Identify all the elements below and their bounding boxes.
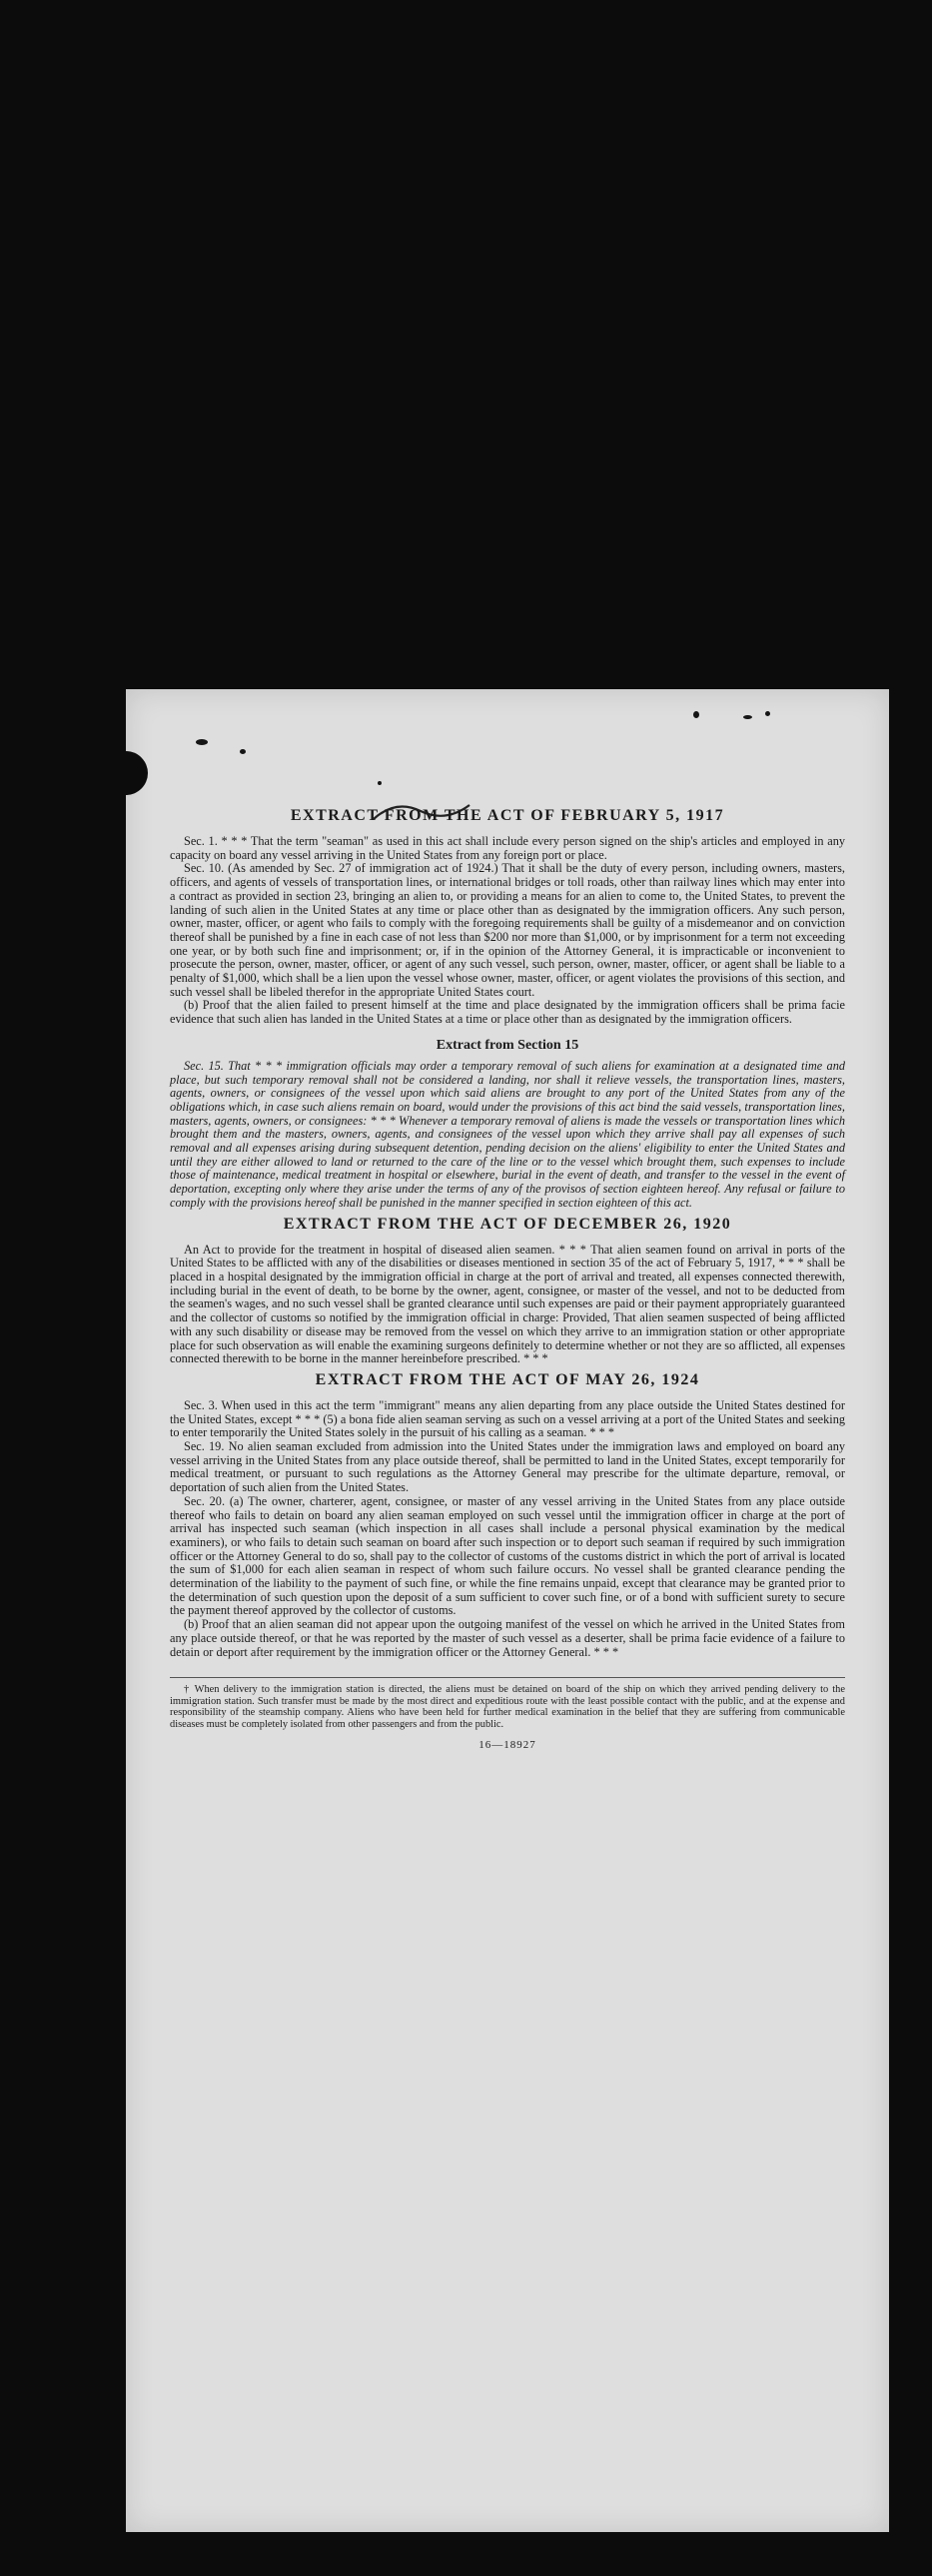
paragraph: (b) Proof that an alien seaman did not appear upon the outgoing manifest of the vessel on which he arrived in the United States from any place outside thereof, or that he was reported by the master of such vessel as a deserter, shall be prima facie evidence of a failure to detain or deport after requirement by the immigration officer or the Attorney General. * * * bbox=[170, 1617, 845, 1659]
footnote: † When delivery to the immigration station is directed, the aliens must be detained on board of the ship on which they arrived pending delivery to the immigration station. Such transfer must be made by the most direct and expeditious route with the least possible contact with the public, and at the expense and responsibility of the steamship company. Aliens who have been held for further medical examination in the belief that they are suffering from communicable diseases must be completely isolated from other passengers and from the public. bbox=[170, 1684, 845, 1731]
page-number: 16—18927 bbox=[478, 1738, 536, 1751]
paragraph: Sec. 15. That * * * immigration officials may order a temporary removal of such aliens for examination at a designated time and place, but such temporary removal shall not be considered a landing, nor shall it relieve vessels, the transportation lines, masters, agents, owners, or consignees of the vessel upon which said aliens are brought to any port of the United States from any of the obligations which, in case such aliens remain on board, would under the provisions of this act bind the said vessels, transportation lines, masters, agents, owners, or consignees: * * * Whenever a temporary removal of aliens is made the vessels or transportation lines which brought them and the masters, owners, agents, and consignees of the vessel upon which they arrive shall pay all expenses of such removal and all expenses arising during subsequent detention, pending decision on the aliens' eligibility to enter the United States and until they are either allowed to land or returned to the care of the line or to the vessel which brought them, such expenses to include those of maintenance, medical treatment in hospital or elsewhere, burial in the event of death, and transfer to the vessel in the event of deportation, excepting only where they arise under the terms of any of the provisos of section eighteen hereof. Any refusal or failure to comply with the provisions hereof shall be punished in the manner specified in section eighteen of this act. bbox=[170, 1058, 845, 1210]
scan-speck bbox=[743, 715, 752, 719]
paragraph: Sec. 3. When used in this act the term "immigrant" means any alien departing from any place outside the United States destined for the United States, except * * * (5) a bona fide alien seaman serving as such on a vessel arriving at a port of the United States and seeking to enter temporarily the United States solely in the pursuit of his calling as a seaman. * * * bbox=[170, 1397, 845, 1440]
section-heading: Extract from Section 15 bbox=[436, 1037, 579, 1053]
scan-speck bbox=[765, 711, 770, 716]
paragraph: (b) Proof that the alien failed to present himself at the time and place designated by the immigration officers shall be prima facie evidence that such alien has landed in the United States at a time or place other than as designated by the immigration officers. bbox=[170, 998, 845, 1027]
section-heading: EXTRACT FROM THE ACT OF MAY 26, 1924 bbox=[315, 1370, 700, 1388]
paragraph: Sec. 10. (As amended by Sec. 27 of immigration act of 1924.) That it shall be the duty of every person, including owners, masters, officers, and agents of vessels of transportation lines, or international bridges or toll roads, other than railway lines which may enter into a contract as provided in section 23, bringing an alien to, or providing a means for an alien to come to, the United States, to prevent the landing of such alien in the United States at any time or place other than as designated by the immigration officers. Any such person, owner, master, officer, or agent who fails to comply with the foregoing requirements shall be guilty of a misdemeanor and on conviction thereof shall be punished by a fine in each case of not less than $200 nor more than $1,000, or by imprisonment for a term not exceeding one year, or by both such fine and imprisonment; or, if in the opinion of the Attorney General, it is impracticable or inconvenient to prosecute the person, owner, master, officer, or agent of any such vessel, such person, owner, master, officer, or agent shall be liable to a penalty of $1,000, which shall be a lien upon the vessel whose owner, master, officer, or agent violates the provisions of this section, and such vessel shall be libeled therefor in the appropriate United States court. bbox=[170, 861, 845, 999]
scan-speck bbox=[240, 749, 246, 754]
paragraph: Sec. 19. No alien seaman excluded from admission into the United States under the immigration laws and employed on board any vessel arriving in the United States from any place outside thereof, shall be permitted to land in the United States, except temporarily for medical treatment, or pursuant to such regulations as the Attorney General may prescribe for the ultimate departure, removal, or deportation of such alien from the United States. bbox=[170, 1439, 845, 1495]
section-heading: EXTRACT FROM THE ACT OF FEBRUARY 5, 1917 bbox=[290, 807, 725, 824]
section-heading: EXTRACT FROM THE ACT OF DECEMBER 26, 1920 bbox=[283, 1215, 732, 1233]
scan-speck bbox=[196, 739, 208, 745]
paragraph: Sec. 20. (a) The owner, charterer, agent, consignee, or master of any vessel arriving in the United States from any place outside thereof who fails to detain on board any alien seaman employed on such vessel until the immigration officer in charge at the port of arrival has inspected such seaman (which inspection in all cases shall include a personal physical examination by the medical examiners), or who fails to detain such seaman on board after such inspection or to deport such seaman if required by such immigration officer or the Attorney General to do so, shall pay to the collector of customs of the customs district in which the port of arrival is located the sum of $1,000 for each alien seaman in respect of whom such failure occurs. No vessel shall be granted clearance pending the determination of the liability to the payment of such fine, or while the fine remains unpaid, except that clearance may be granted prior to the determination of such question upon the deposit of a sum sufficient to cover such fine, or of a bond with sufficient surety to secure the payment thereof approved by the collector of customs. bbox=[170, 1493, 845, 1618]
punch-hole bbox=[126, 751, 148, 795]
document-body bbox=[170, 807, 845, 1751]
footnote-divider bbox=[170, 1677, 845, 1678]
paragraph: Sec. 1. * * * That the term "seaman" as used in this act shall include every person signed on the ship's articles and employed in any capacity on board any vessel arriving in the United States from any foreign port or place. bbox=[170, 834, 845, 862]
scan-speck bbox=[378, 781, 382, 785]
document-page bbox=[126, 689, 889, 2532]
scan-speck bbox=[693, 711, 699, 718]
paragraph: An Act to provide for the treatment in hospital of diseased alien seamen. * * * That alien seamen found on arrival in ports of the United States to be afflicted with any of the disabilities or diseases mentioned in section 35 of the act of February 5, 1917, * * * shall be placed in a hospital designated by the immigration official in charge at the port of arrival and treated, all expenses connected therewith, including burial in the event of death, to be borne by the owner, agent, consignee, or master of the vessel, and not to be deducted from the seamen's wages, and no such vessel shall be granted clearance until such expenses are paid or their payment appropriately guaranteed and the collector of customs so notified by the immigration official in charge: Provided, That alien seamen suspected of being afflicted with any such disability or disease may be removed from the vessel on which they arrive to an immigration station or other appropriate place for such observation as will enable the examining surgeons definitely to determine whether or not they are so afflicted, all expenses connected therewith to be borne in the manner hereinbefore prescribed. * * * bbox=[170, 1242, 845, 1366]
